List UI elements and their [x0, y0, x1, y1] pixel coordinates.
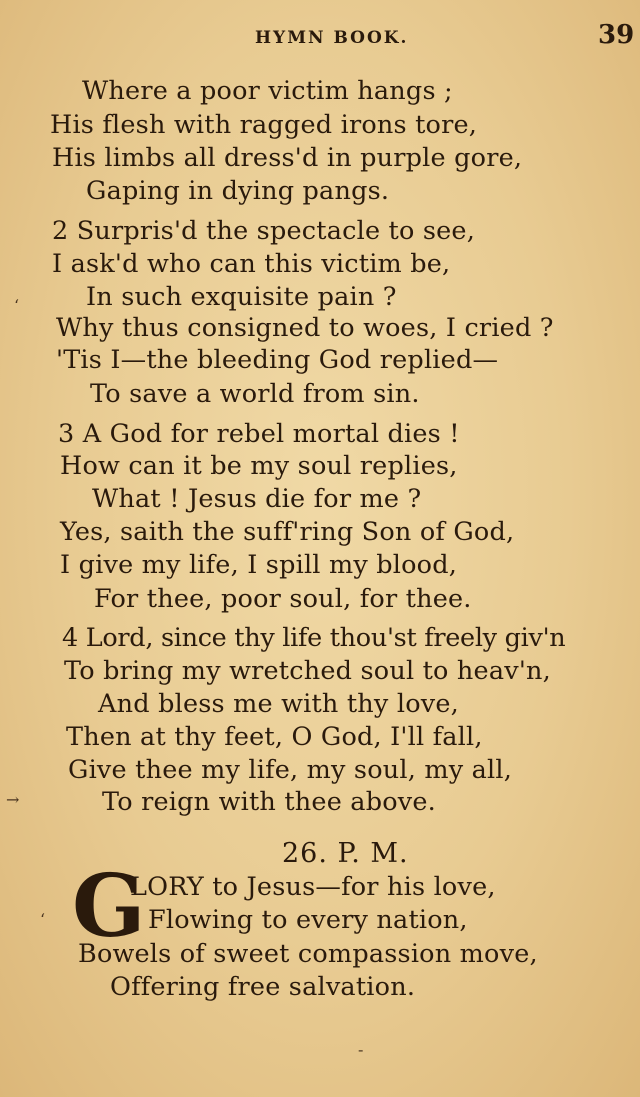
- verse-line: Why thus consigned to woes, I cried ?: [56, 313, 554, 343]
- page-header: [0, 22, 640, 52]
- drop-cap: G: [72, 856, 146, 957]
- verse-line: His limbs all dress'd in purple gore,: [52, 143, 523, 173]
- margin-mark: ‘: [40, 910, 46, 929]
- verse-line: To bring my wretched soul to heav'n,: [64, 656, 551, 686]
- margin-mark: ‘: [14, 296, 20, 315]
- verse-line: To save a world from sin.: [90, 379, 420, 409]
- verse-line: 3 A God for rebel mortal dies !: [58, 419, 460, 449]
- verse-line: Offering free salvation.: [110, 972, 416, 1002]
- verse-line: Flowing to every nation,: [148, 905, 468, 935]
- verse-line: I ask'd who can this victim be,: [52, 249, 451, 279]
- verse-line: Give thee my life, my soul, my all,: [68, 755, 513, 785]
- verse-line: Bowels of sweet compassion move,: [78, 939, 538, 969]
- verse-line: Where a poor victim hangs ;: [82, 76, 453, 106]
- verse-line: I give my life, I spill my blood,: [60, 550, 458, 580]
- verse-line: In such exquisite pain ?: [86, 282, 397, 312]
- verse-line: How can it be my soul replies,: [60, 451, 458, 481]
- verse-line: 2 Surpris'd the spectacle to see,: [52, 216, 476, 246]
- verse-line: Gaping in dying pangs.: [86, 176, 390, 206]
- verse-line: For thee, poor soul, for thee.: [94, 584, 472, 614]
- verse-line: His flesh with ragged irons tore,: [50, 110, 478, 140]
- margin-mark: -: [358, 1040, 364, 1059]
- verse-line: 'Tis I—the bleeding God replied—: [56, 345, 499, 375]
- hymn-heading: 26. P. M.: [282, 838, 409, 869]
- verse-line: LORY to Jesus—for his love,: [130, 872, 496, 902]
- verse-line: To reign with thee above.: [102, 787, 436, 817]
- verse-line: Yes, saith the suff'ring Son of God,: [60, 517, 515, 547]
- page-number: 39: [598, 20, 635, 50]
- margin-mark: →: [6, 790, 20, 809]
- verse-line: And bless me with thy love,: [98, 689, 459, 719]
- verse-line: What ! Jesus die for me ?: [92, 484, 422, 514]
- verse-line: Then at thy feet, O God, I'll fall,: [66, 722, 483, 752]
- running-title: HYMN BOOK.: [255, 28, 409, 48]
- verse-line: 4 Lord, since thy life thou'st freely giv'n: [62, 623, 566, 653]
